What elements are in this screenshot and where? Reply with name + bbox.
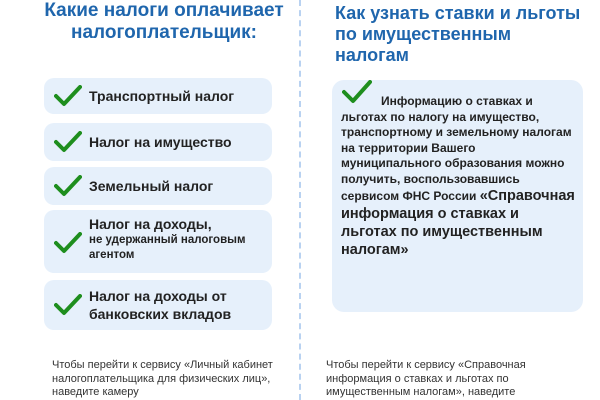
info-text [341, 94, 577, 259]
left-footer-text: Чтобы перейти к сервису «Личный кабинет налогоплательщика для физических лиц», наведите камеру [52, 359, 273, 398]
tax-item-label: Налог на доходы, [89, 216, 212, 232]
left-column [0, 0, 297, 400]
info-card [332, 80, 583, 312]
service-name: «Справочная информация о ставках и льготах по имущественным налогам» [341, 188, 575, 258]
right-column [303, 0, 600, 400]
tax-item-land [44, 167, 272, 205]
checkmark-icon [54, 175, 82, 197]
tax-item-income-deposits [44, 280, 272, 330]
tax-item-label: Земельный налог [89, 178, 214, 194]
tax-item-label: Налог на имущество [89, 134, 232, 150]
checkmark-icon [54, 131, 82, 153]
right-heading: Как узнать ставки и льготы по имущественным налогам [335, 3, 581, 65]
checkmark-icon [54, 232, 82, 254]
right-footer-text: Чтобы перейти к сервису «Справочная информация о ставках и льготах по имущественным налогам», наведите [326, 359, 526, 398]
column-divider [299, 0, 301, 400]
tax-item-label: Налог на доходы от банковских вкладов [89, 288, 232, 322]
checkmark-icon [54, 85, 82, 107]
checkmark-icon [54, 294, 82, 316]
tax-item-property [44, 123, 272, 161]
tax-item-label: Транспортный налог [89, 88, 235, 104]
tax-item-text [89, 216, 266, 263]
info-body: Информацию о ставках и льготах по налогу на имущество, транспортному и земельному налогам на территории Вашего муниципального образования можно получить, воспользовавшись сервисом ФНС России [341, 94, 572, 203]
left-heading: Какие налоги оплачивает налогоплательщик: [44, 0, 284, 43]
tax-item-transport [44, 78, 272, 114]
tax-item-sublabel: не удержанный налоговым агентом [89, 234, 246, 261]
tax-item-income-unwithheld [44, 210, 272, 273]
